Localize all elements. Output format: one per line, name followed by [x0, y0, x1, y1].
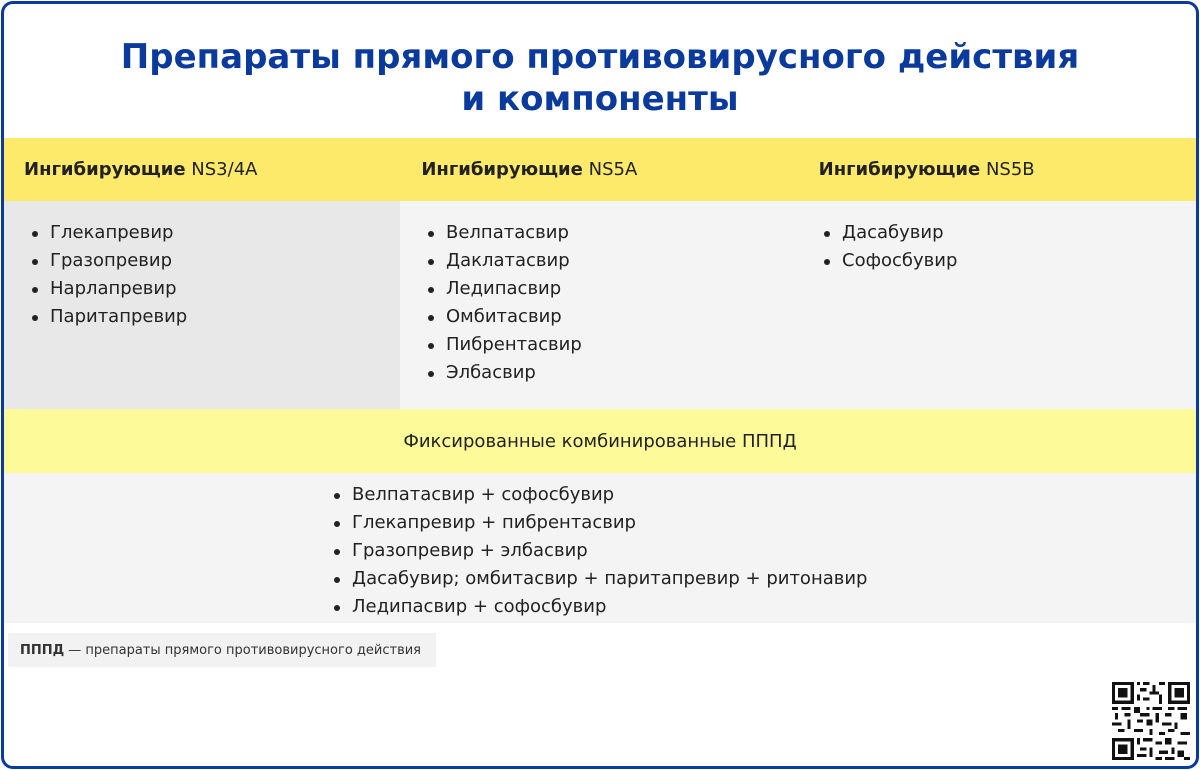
title-line-2: и компоненты [461, 79, 739, 119]
header-ns34a-bold: Ингибирующие [24, 159, 186, 180]
qr-code-icon [1112, 682, 1190, 760]
combination-body [4, 473, 1196, 623]
list-item: Глекапревир [28, 219, 400, 247]
header-ns5a-target: NS5A [588, 159, 638, 180]
list-item: Ледипасвир [424, 275, 796, 303]
ns5b-drug-list-cell [796, 201, 1196, 409]
page-title [4, 36, 1196, 120]
ns5b-drug-list [820, 219, 1196, 275]
header-ns5b [799, 138, 1196, 201]
list-item: Гразопревир [28, 247, 400, 275]
infographic-frame [1, 1, 1199, 769]
list-item: Дасабувир [820, 219, 1196, 247]
list-item: Даклатасвир [424, 247, 796, 275]
list-item: Велпатасвир + софосбувир [330, 481, 1196, 509]
list-item: Глекапревир + пибрентасвир [330, 509, 1196, 537]
ns5a-drug-list [424, 219, 796, 387]
list-item: Софосбувир [820, 247, 1196, 275]
header-ns5a-bold: Ингибирующие [421, 159, 583, 180]
footnote-definition: — препараты прямого противовирусного действия [68, 642, 422, 658]
header-ns5b-target: NS5B [985, 159, 1035, 180]
combination-header-label: Фиксированные комбинированные ПППД [403, 430, 797, 452]
list-item: Омбитасвир [424, 303, 796, 331]
abbreviation-footnote [8, 633, 436, 667]
ns5a-drug-list-cell [400, 201, 796, 409]
header-ns34a-target: NS3/4A [191, 159, 258, 180]
header-ns5a [401, 138, 798, 201]
ns34a-drug-list [28, 219, 400, 331]
combination-list [330, 481, 1196, 621]
inhibitor-header-row [4, 138, 1196, 201]
header-ns5b-bold: Ингибирующие [818, 159, 981, 180]
list-item: Велпатасвир [424, 219, 796, 247]
list-item: Элбасвир [424, 359, 796, 387]
title-line-1: Препараты прямого противовирусного действия [120, 37, 1080, 77]
ns34a-drug-list-cell [4, 201, 400, 409]
list-item: Гразопревир + элбасвир [330, 537, 1196, 565]
list-item: Паритапревир [28, 303, 400, 331]
list-item: Дасабувир; омбитасвир + паритапревир + ритонавир [330, 565, 1196, 593]
header-ns34a [4, 138, 401, 201]
list-item: Пибрентасвир [424, 331, 796, 359]
combination-header [4, 409, 1196, 473]
list-item: Ледипасвир + софосбувир [330, 593, 1196, 621]
footnote-term: ПППД [20, 642, 65, 658]
inhibitor-body-row [4, 201, 1196, 409]
list-item: Нарлапревир [28, 275, 400, 303]
